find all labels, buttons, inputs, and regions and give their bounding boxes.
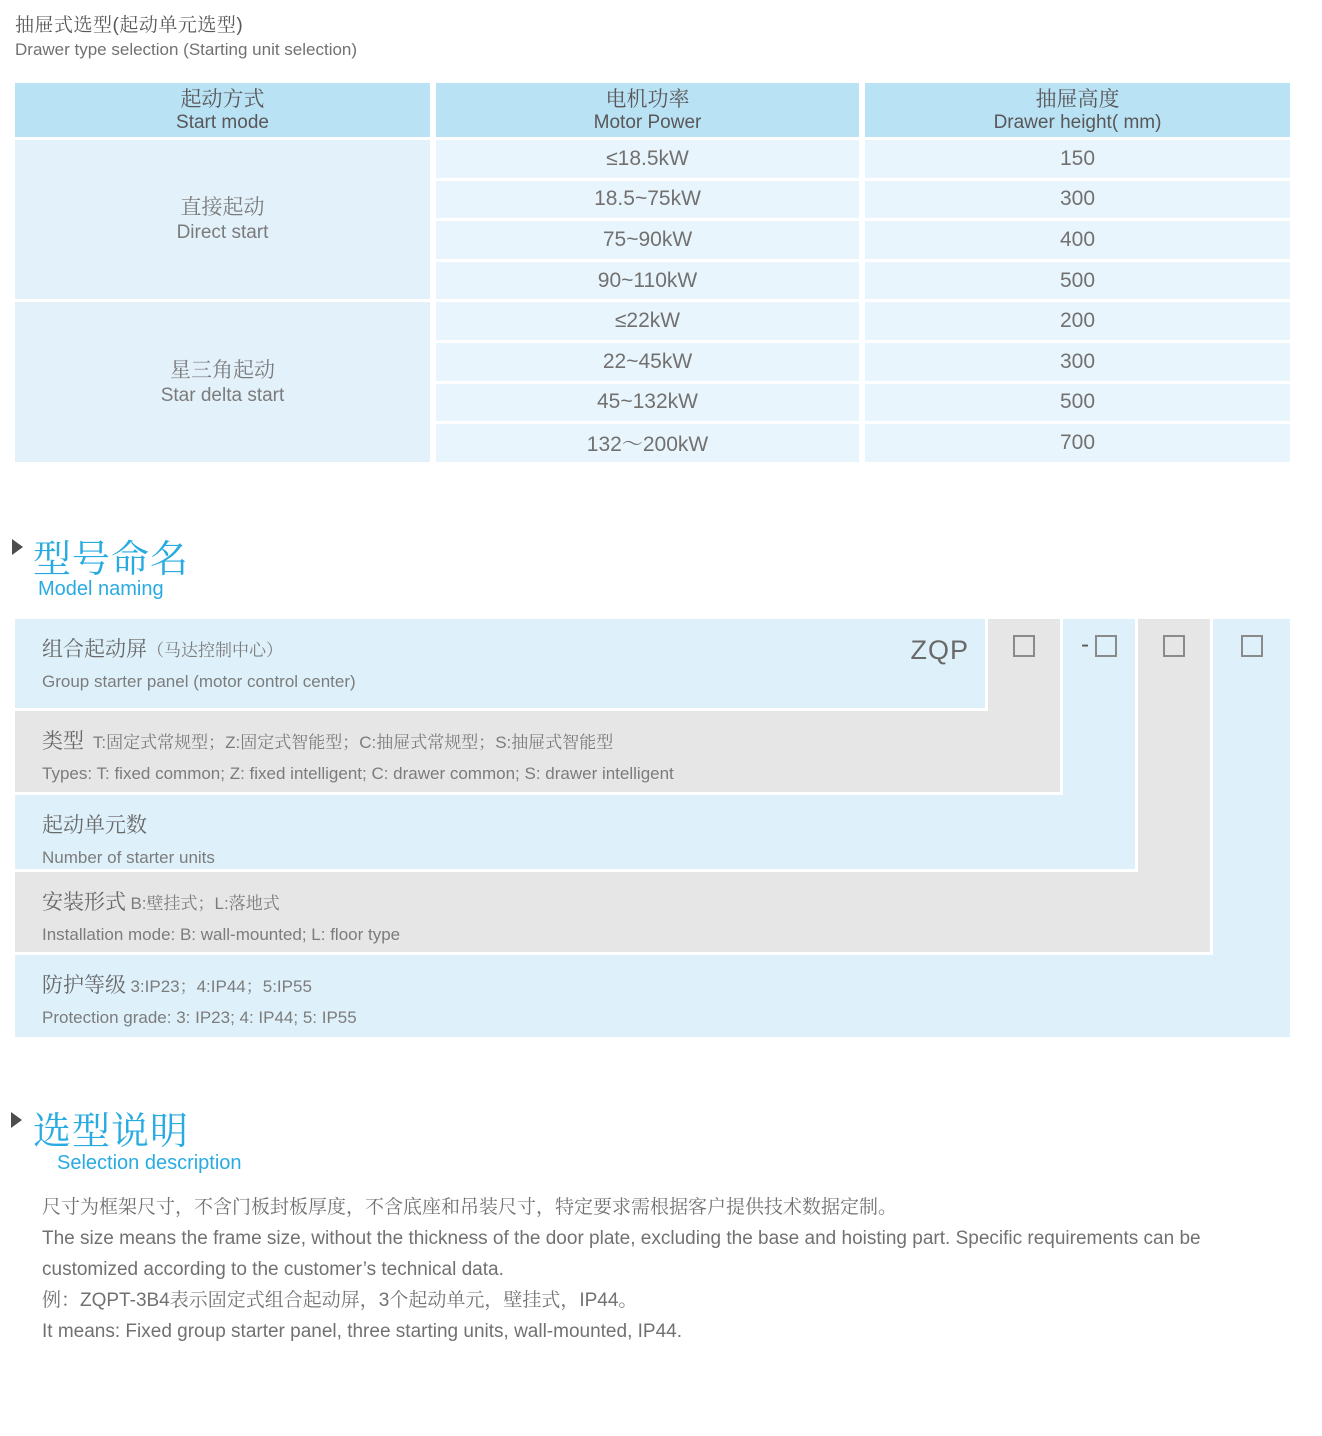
col-header-drawer-height [865, 83, 1290, 137]
power-cell: 132～200kW [436, 424, 859, 462]
naming-column-units-code [1063, 619, 1135, 869]
height-cell: 400 [865, 221, 1290, 259]
selection-description-heading-en: Selection description [57, 1152, 242, 1174]
page-title-cn: 抽屉式选型(起动单元选型) [15, 15, 244, 36]
dash-separator: - [1081, 631, 1089, 658]
row-label-cn: 类型 [42, 730, 84, 753]
power-cell: 45~132kW [436, 384, 859, 422]
naming-column-protection-code [1213, 619, 1290, 1037]
mode-en: Star delta start [160, 384, 285, 406]
placeholder-box-icon [1241, 635, 1263, 657]
row-label-en: Group starter panel (motor control center) [42, 672, 356, 691]
naming-row-starter-units [15, 795, 1135, 869]
height-cell: 150 [865, 140, 1290, 178]
col-header-start-mode [15, 83, 430, 137]
row-label-cn: 防护等级 [42, 974, 126, 997]
power-cell: 75~90kW [436, 221, 859, 259]
mode-cell-star-delta-start [15, 302, 430, 461]
power-cell: 90~110kW [436, 262, 859, 300]
row-label-en: Number of starter units [42, 848, 215, 867]
naming-column-installation-code [1138, 619, 1210, 952]
placeholder-box-icon [1013, 635, 1035, 657]
selection-description-body [42, 1192, 1294, 1347]
height-cell: 300 [865, 343, 1290, 381]
row-label-en: Installation mode: B: wall-mounted; L: floor type [42, 925, 401, 944]
row-label-cn: 组合起动屏 [42, 638, 147, 661]
example-line-cn: 例：ZQPT-3B4表示固定式组合起动屏，3个起动单元，壁挂式，IP44。 [42, 1290, 638, 1311]
description-paragraph-en: The size means the frame size, without the thickness of the door plate, excluding the base and hoisting part. Specific requirements can be customized according to the customer’s technical data. [42, 1228, 1201, 1280]
row-note-cn: B:壁挂式；L:落地式 [130, 894, 280, 913]
naming-row-protection-grade [15, 955, 1290, 1037]
model-naming-heading-cn: 型号命名 [33, 539, 190, 581]
power-cell: 18.5~75kW [436, 181, 859, 219]
page-title-en: Drawer type selection (Starting unit selection) [15, 40, 358, 59]
row-note-cn: （马达控制中心） [147, 641, 283, 660]
mode-cn: 星三角起动 [170, 358, 275, 382]
placeholder-box-icon [1163, 635, 1185, 657]
col-header-motor-power [436, 83, 859, 137]
model-code: ZQP [910, 635, 969, 665]
row-label-cn: 安装形式 [42, 891, 126, 914]
drawer-selection-table [15, 83, 1290, 462]
naming-row-group-starter-panel [15, 619, 985, 708]
height-cell: 500 [865, 384, 1290, 422]
height-cell: 200 [865, 302, 1290, 340]
row-label-en: Protection grade: 3: IP23; 4: IP44; 5: IP55 [42, 1008, 357, 1027]
naming-row-installation-mode [15, 872, 1210, 952]
header-cn: 抽屉高度 [1035, 87, 1120, 111]
mode-en: Direct start [176, 222, 269, 244]
header-en: Start mode [176, 111, 269, 133]
section-marker-icon [11, 1112, 22, 1128]
row-label-en: Types: T: fixed common; Z: fixed intelligent; C: drawer common; S: drawer intelligent [42, 764, 674, 783]
placeholder-box-icon [1095, 635, 1117, 657]
header-en: Drawer height( mm) [993, 111, 1162, 133]
section-marker-icon [12, 539, 23, 555]
height-cell: 700 [865, 424, 1290, 462]
height-cell: 300 [865, 181, 1290, 219]
header-cn: 起动方式 [180, 87, 265, 111]
power-cell: ≤22kW [436, 302, 859, 340]
example-line-en: It means: Fixed group starter panel, three starting units, wall-mounted, IP44. [42, 1321, 682, 1342]
header-en: Motor Power [593, 111, 702, 133]
height-cell: 500 [865, 262, 1290, 300]
row-note-cn: T:固定式常规型；Z:固定式智能型；C:抽屉式常规型；S:抽屉式智能型 [92, 733, 614, 752]
description-paragraph-cn: 尺寸为框架尺寸，不含门板封板厚度，不含底座和吊装尺寸，特定要求需根据客户提供技术数据定制。 [42, 1197, 898, 1218]
selection-description-heading-cn: 选型说明 [33, 1111, 190, 1153]
mode-cell-direct-start [15, 140, 430, 299]
model-naming-heading-en: Model naming [38, 578, 164, 600]
naming-column-type-code [988, 619, 1060, 792]
naming-row-types [15, 711, 1060, 792]
model-naming-diagram [15, 619, 1290, 1037]
power-cell: 22~45kW [436, 343, 859, 381]
row-note-cn: 3:IP23；4:IP44；5:IP55 [130, 977, 312, 996]
header-cn: 电机功率 [605, 87, 690, 111]
row-label-cn: 起动单元数 [42, 814, 147, 837]
power-cell: ≤18.5kW [436, 140, 859, 178]
mode-cn: 直接起动 [180, 196, 265, 220]
